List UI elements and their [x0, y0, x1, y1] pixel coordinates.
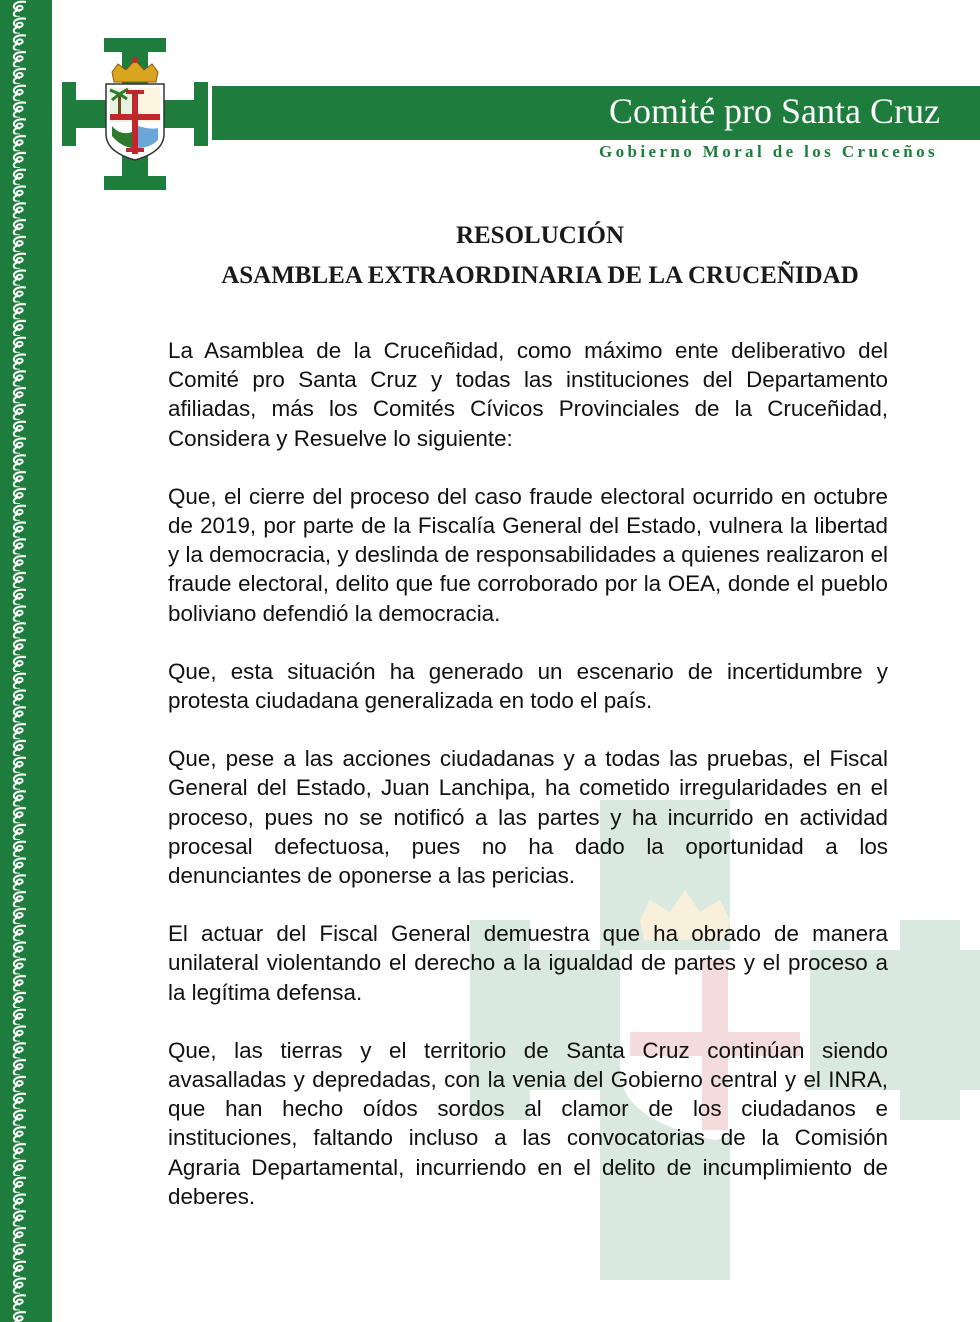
document-title: RESOLUCIÓN: [455, 222, 625, 249]
paragraph: La Asamblea de la Cruceñidad, como máximo ente deliberativo del Comité pro Santa Cruz y todas las instituciones del Departamento afiliadas, más los Comités Cívicos Provinciales de la Cruceñidad, Considera y Resuelve lo siguiente:: [168, 338, 888, 451]
organization-name: Comité pro Santa Cruz: [609, 91, 940, 131]
paragraph: Que, esta situación ha generado un escenario de incertidumbre y protesta ciudadana generalizada en todo el país.: [168, 658, 888, 714]
paragraph: Que, pese a las acciones ciudadanas y a todas las pruebas, el Fiscal General del Estado, Juan Lanchipa, ha cometido irregularidades en el proceso, pues no se notificó a las partes y ha incurrido en actividad procesal defectuosa, pues no ha dado la oportunidad a los denunciantes de oponerse a las pericias.: [168, 746, 888, 889]
santa-cruz-emblem-icon: [60, 36, 210, 192]
header-banner: [212, 86, 980, 140]
document-body: [168, 336, 888, 1240]
document-subtitle: ASAMBLEA EXTRAORDINARIA DE LA CRUCEÑIDAD: [221, 262, 859, 289]
wave-pattern: [6, 0, 34, 1322]
paragraph: Que, el cierre del proceso del caso fraude electoral ocurrido en octubre de 2019, por parte de la Fiscalía General del Estado, vulnera la libertad y la democracia, y deslinda de responsabilidades a quienes realizaron el fraude electoral, delito que fue corroborado por la OEA, donde el pueblo boliviano defendió la democracia.: [168, 483, 888, 626]
decorative-left-border: [0, 0, 52, 1322]
paragraph: Que, las tierras y el territorio de Santa Cruz continúan siendo avasalladas y depredadas, con la venia del Gobierno central y el INRA, que han hecho oídos sordos al clamor de los ciudadanos e instituciones, faltando incluso a las convocatorias de la Comisión Agraria Departamental, incurriendo en el delito de incumplimiento de deberes.: [168, 1037, 888, 1209]
organization-tagline: Gobierno Moral de los Cruceños: [598, 142, 938, 161]
paragraph: El actuar del Fiscal General demuestra que ha obrado de manera unilateral violentando el derecho a la igualdad de partes y el proceso a la legítima defensa.: [168, 921, 888, 1005]
